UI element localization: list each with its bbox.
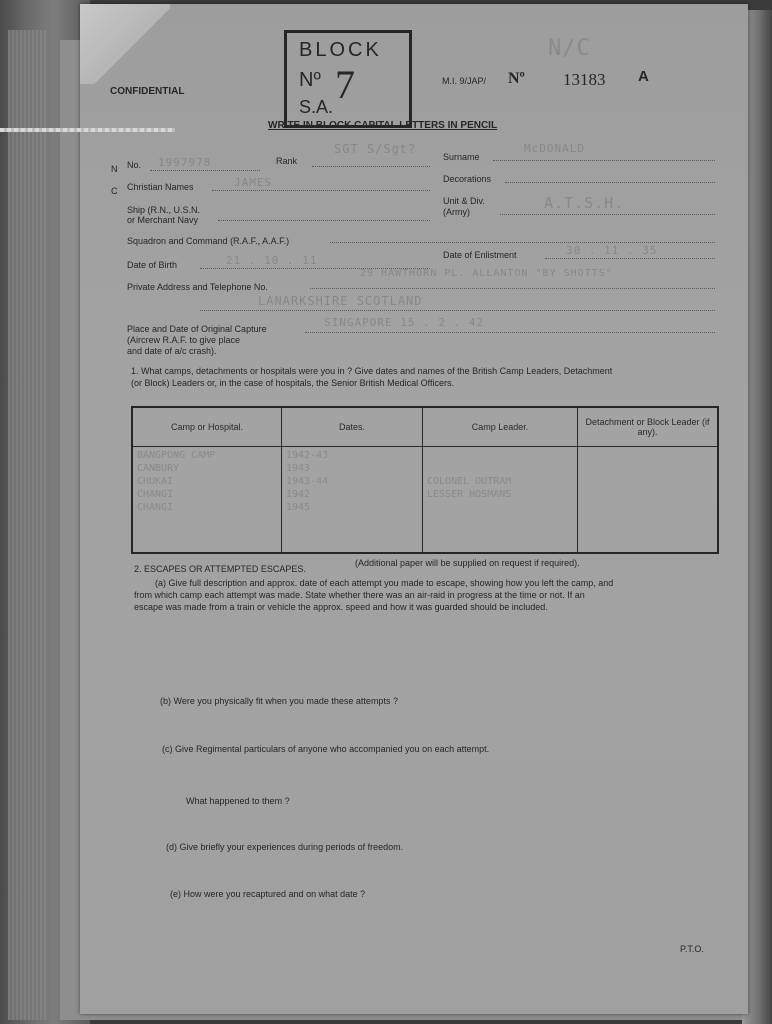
squadron-label: Squadron and Command (R.A.F., A.A.F.) xyxy=(127,236,290,246)
q2e-text: (e) How were you recaptured and on what date ? xyxy=(170,889,366,899)
christian-names-line xyxy=(212,190,430,191)
date-entry: 1943-44 xyxy=(286,476,329,487)
no-symbol: Nº xyxy=(508,70,525,87)
q2b-text: (b) Were you physically fit when you made these attempts ? xyxy=(160,696,398,706)
unit-label-2: (Army) xyxy=(443,207,470,217)
binding-string xyxy=(0,128,175,132)
surname-label: Surname xyxy=(443,152,480,162)
table-header-row xyxy=(132,407,718,447)
camp-entry: CHANGI xyxy=(137,502,174,513)
address-label: Private Address and Telephone No. xyxy=(127,282,268,292)
service-no-line xyxy=(150,170,260,171)
surname-line xyxy=(493,160,715,161)
decorations-label: Decorations xyxy=(443,174,492,184)
confidential-label: CONFIDENTIAL xyxy=(110,86,185,97)
q2-heading-note: (Additional paper will be supplied on request if required). xyxy=(355,558,580,568)
camp-entry: CHANGI xyxy=(137,489,174,500)
pto-label: P.T.O. xyxy=(680,944,704,954)
decorations-line xyxy=(505,182,715,183)
christian-marker: C xyxy=(111,186,118,196)
date-entry: 1943 xyxy=(286,463,311,474)
surname-value: McDONALD xyxy=(524,142,585,155)
address-value-2: LANARKSHIRE SCOTLAND xyxy=(258,294,423,308)
service-no-value: 1997978 xyxy=(158,156,212,169)
q2c-followup: What happened to them ? xyxy=(186,796,290,806)
q2a-text-2: from which camp each attempt was made. State whether there was an air-raid in progress at the time or not. If an xyxy=(134,590,585,600)
capture-value: SINGAPORE 15 . 2 . 42 xyxy=(324,316,485,329)
q2d-text: (d) Give briefly your experiences during periods of freedom. xyxy=(166,842,404,852)
q2a-text-3: escape was made from a train or vehicle the approx. speed and how it was guarded should be included. xyxy=(134,602,548,612)
column-header: Camp Leader. xyxy=(423,407,578,447)
leader-entry: LESSER HOSMANS xyxy=(427,489,512,500)
service-no-label: No. xyxy=(127,160,142,170)
table-cell xyxy=(282,447,423,554)
dob-value: 21 . 10 . 11 xyxy=(226,254,318,267)
capture-label-2: (Aircrew R.A.F. to give place xyxy=(127,335,241,345)
column-header: Dates. xyxy=(282,407,423,447)
capture-label-3: and date of a/c crash). xyxy=(127,346,217,356)
instruction-heading: WRITE IN BLOCK CAPITAL LETTERS IN PENCIL xyxy=(268,120,498,131)
rank-label: Rank xyxy=(276,156,298,166)
camp-entry: BANGPONG CAMP xyxy=(137,450,216,461)
christian-names-label: Christian Names xyxy=(127,182,194,192)
binder-cloth-strip xyxy=(8,30,48,1020)
unit-value: A.T.S.H. xyxy=(544,194,625,212)
table-cell xyxy=(132,447,282,554)
ship-label-2: or Merchant Navy xyxy=(127,215,199,225)
enlistment-label: Date of Enlistment xyxy=(443,250,517,260)
date-entry: 1942 xyxy=(286,489,311,500)
block-stamp xyxy=(284,30,412,128)
stamp-block-text: BLOCK xyxy=(299,39,382,61)
leader-spacer xyxy=(427,449,573,475)
ship-line xyxy=(218,220,430,221)
table-cell xyxy=(423,447,578,554)
address-line xyxy=(310,288,715,289)
date-entry: 1945 xyxy=(286,502,311,513)
stamp-number: 7 xyxy=(335,62,355,107)
camp-entry: CHUKAI xyxy=(137,476,174,487)
q1-text-2: (or Block) Leaders or, in the case of hospitals, the Senior British Medical Officers. xyxy=(131,378,454,388)
camps-table xyxy=(131,406,719,554)
form-number: 13183 xyxy=(563,70,606,89)
ship-label: Ship (R.N., U.S.N. xyxy=(127,205,201,215)
q2a-text: (a) Give full description and approx. date of each attempt you made to escape, showing how you left the camp, and xyxy=(155,578,614,588)
table-cell xyxy=(578,447,719,554)
torn-corner xyxy=(80,4,170,84)
date-entry: 1942-43 xyxy=(286,450,329,461)
q2-heading: 2. ESCAPES OR ATTEMPTED ESCAPES. xyxy=(134,564,306,574)
stamp-no-text: Nº xyxy=(299,69,321,91)
unit-label: Unit & Div. xyxy=(443,196,485,206)
no-label: N xyxy=(111,164,118,174)
mi-reference: M.I. 9/JAP/ xyxy=(442,76,487,86)
rank-value: SGT S/Sgt? xyxy=(334,142,417,156)
q2c-text: (c) Give Regimental particulars of anyone who accompanied you on each attempt. xyxy=(162,744,490,754)
column-header: Camp or Hospital. xyxy=(132,407,282,447)
address-value: 29 HAWTHORN PL. ALLANTON "BY SHOTTS" xyxy=(360,268,613,279)
squadron-line xyxy=(330,242,715,243)
q1-text: 1. What camps, detachments or hospitals were you in ? Give dates and names of the British Camp Leaders, Detachment xyxy=(131,366,613,376)
enlistment-value: 30 . 11 . 35 xyxy=(566,244,658,257)
table-row xyxy=(132,447,718,554)
address-line-2 xyxy=(200,310,715,311)
rank-line xyxy=(312,166,430,167)
capture-label: Place and Date of Original Capture xyxy=(127,324,267,334)
camp-entry: CANBURY xyxy=(137,463,180,474)
form-suffix: A xyxy=(638,68,649,85)
stamp-sa-text: S.A. xyxy=(299,97,334,117)
column-header: Detachment or Block Leader (if any). xyxy=(578,407,719,447)
dob-label: Date of Birth xyxy=(127,260,178,270)
unit-line xyxy=(500,214,715,215)
enlistment-line xyxy=(545,258,715,259)
christian-names-value: JAMES xyxy=(234,176,273,189)
capture-line xyxy=(305,332,715,333)
pencil-annotation: N/C xyxy=(548,36,591,61)
leader-entry: COLONEL OUTRAM xyxy=(427,476,512,487)
